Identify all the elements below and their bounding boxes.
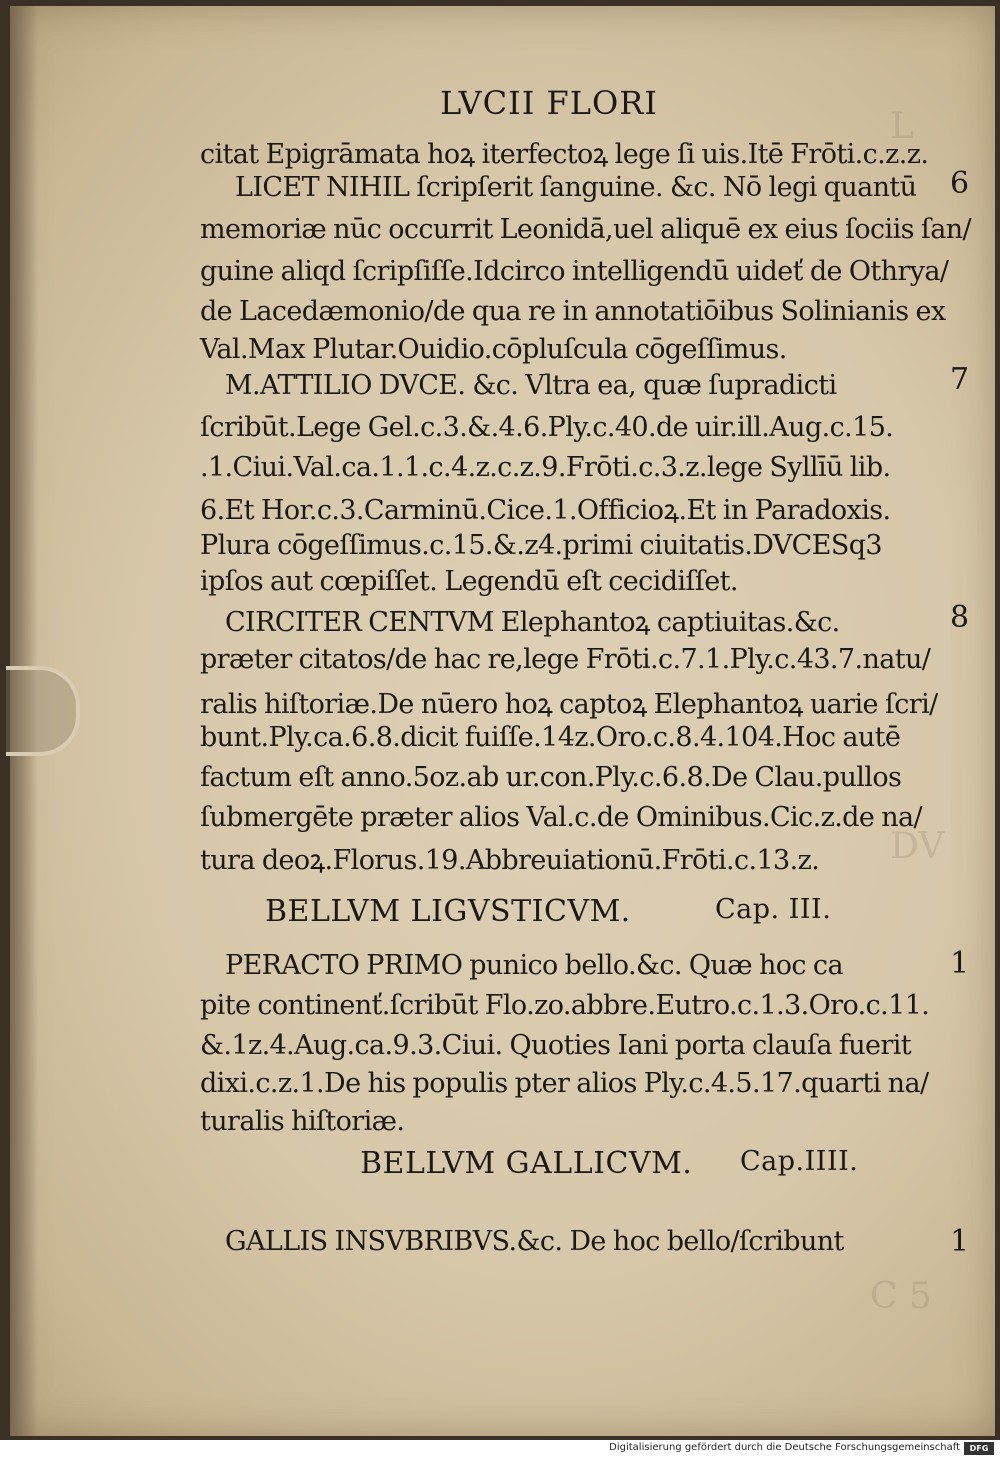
text-line: M.ATTILIO DVCE. &c. Vltra ea, quæ ſupradicti — [225, 370, 837, 401]
chapter-heading-number: Cap. III. — [715, 894, 832, 925]
margin-number: 8 — [950, 600, 970, 635]
text-line: dixi.c.z.1.De his populis pter alios Ply.c.4.5.17.quarti na/ — [200, 1068, 929, 1099]
text-line: LICET NIHIL ſcripſerit ſanguine. &c. Nō legi quantū — [235, 172, 917, 203]
chapter-heading-title: BELLVM GALLICVM. — [360, 1146, 693, 1181]
text-line: pite continenť.ſcribūt Flo.zo.abbre.Eutro.c.1.3.Oro.c.11. — [200, 990, 930, 1021]
text-line: bunt.Ply.ca.6.8.dicit fuiſſe.14z.Oro.c.8.4.104.Hoc autē — [200, 722, 901, 753]
text-line: ſcribūt.Lege Gel.c.3.&.4.6.Ply.c.40.de uir.ill.Aug.c.15. — [200, 412, 894, 443]
text-line: Val.Max Plutar.Ouidio.cōpluſcula cōgeſſimus. — [200, 334, 787, 365]
chapter-heading-title: BELLVM LIGVSTICVM. — [265, 894, 631, 929]
text-line: Plura cōgeſſimus.c.15.&.z4.primi ciuitatis.DVCESq3 — [200, 530, 883, 561]
margin-number: 1 — [950, 1224, 970, 1259]
text-line: de Lacedæmonio/de qua re in annotatiōibus Solinianis ex — [200, 296, 946, 327]
text-line: PERACTO PRIMO punico bello.&c. Quæ hoc ca — [225, 950, 843, 981]
chapter-heading-number: Cap.IIII. — [740, 1146, 859, 1177]
dfg-logo: DFG — [964, 1442, 994, 1455]
text-line: 6.Et Hor.c.3.Carminū.Cice.1.Officioꝝ.Et in Paradoxis. — [200, 495, 891, 526]
text-line: factum eſt anno.5oz.ab ur.con.Ply.c.6.8.De Clau.pullos — [200, 762, 902, 793]
footer-bar — [0, 1440, 1000, 1459]
bleed-through-mark: C 5 — [870, 1276, 932, 1317]
margin-number: 1 — [950, 946, 970, 981]
text-line: turalis hiſtoriæ. — [200, 1106, 405, 1137]
text-line: CIRCITER CENTVM Elephantoꝝ captiuitas.&c. — [225, 607, 840, 638]
text-line: GALLIS INSVBRIBVS.&c. De hoc bello/ſcribunt — [225, 1226, 844, 1257]
funding-credit: Digitalisierung gefördert durch die Deutsche Forschungsgemeinschaft — [609, 1442, 960, 1453]
text-line: memoriæ nūc occurrit Leonidā,uel aliquē ex eius ſociis ſan/ — [200, 214, 972, 245]
text-line: .1.Ciui.Val.ca.1.1.c.4.z.c.z.9.Frōti.c.3.z.lege Syllīū lib. — [200, 452, 891, 483]
text-line: &.1z.4.Aug.ca.9.3.Ciui. Quoties Iani porta clauſa fuerit — [200, 1030, 912, 1061]
text-line: ſubmergēte præter alios Val.c.de Ominibus.Cic.z.de na/ — [200, 802, 923, 833]
text-line: citat Epigrāmata hoꝝ iterfectoꝝ lege ſi uis.Itē Frōti.c.z.z. — [200, 139, 929, 170]
running-head: LVCII FLORI — [440, 84, 658, 122]
text-line: ipſos aut cœpiſſet. Legendū eſt cecidiſſet. — [200, 566, 738, 597]
text-line: guine aliqd ſcripſiſſe.Idcirco intelligendū uideť de Othrya/ — [200, 256, 949, 287]
bleed-through-mark: DV — [890, 826, 945, 867]
text-line: præter citatos/de hac re,lege Frōti.c.7.1.Ply.c.43.7.natu/ — [200, 644, 931, 675]
margin-number: 6 — [950, 166, 970, 201]
text-line: tura deoꝝ.Florus.19.Abbreuiationū.Frōti.c.13.z. — [200, 845, 820, 876]
text-line: ralis hiſtoriæ.De nūero hoꝝ captoꝝ Elephantoꝝ uarie ſcri/ — [200, 689, 938, 720]
bleed-through-mark: L — [890, 106, 914, 147]
paper-page — [10, 6, 995, 1436]
page-text — [10, 6, 995, 1436]
margin-number: 7 — [950, 362, 970, 397]
